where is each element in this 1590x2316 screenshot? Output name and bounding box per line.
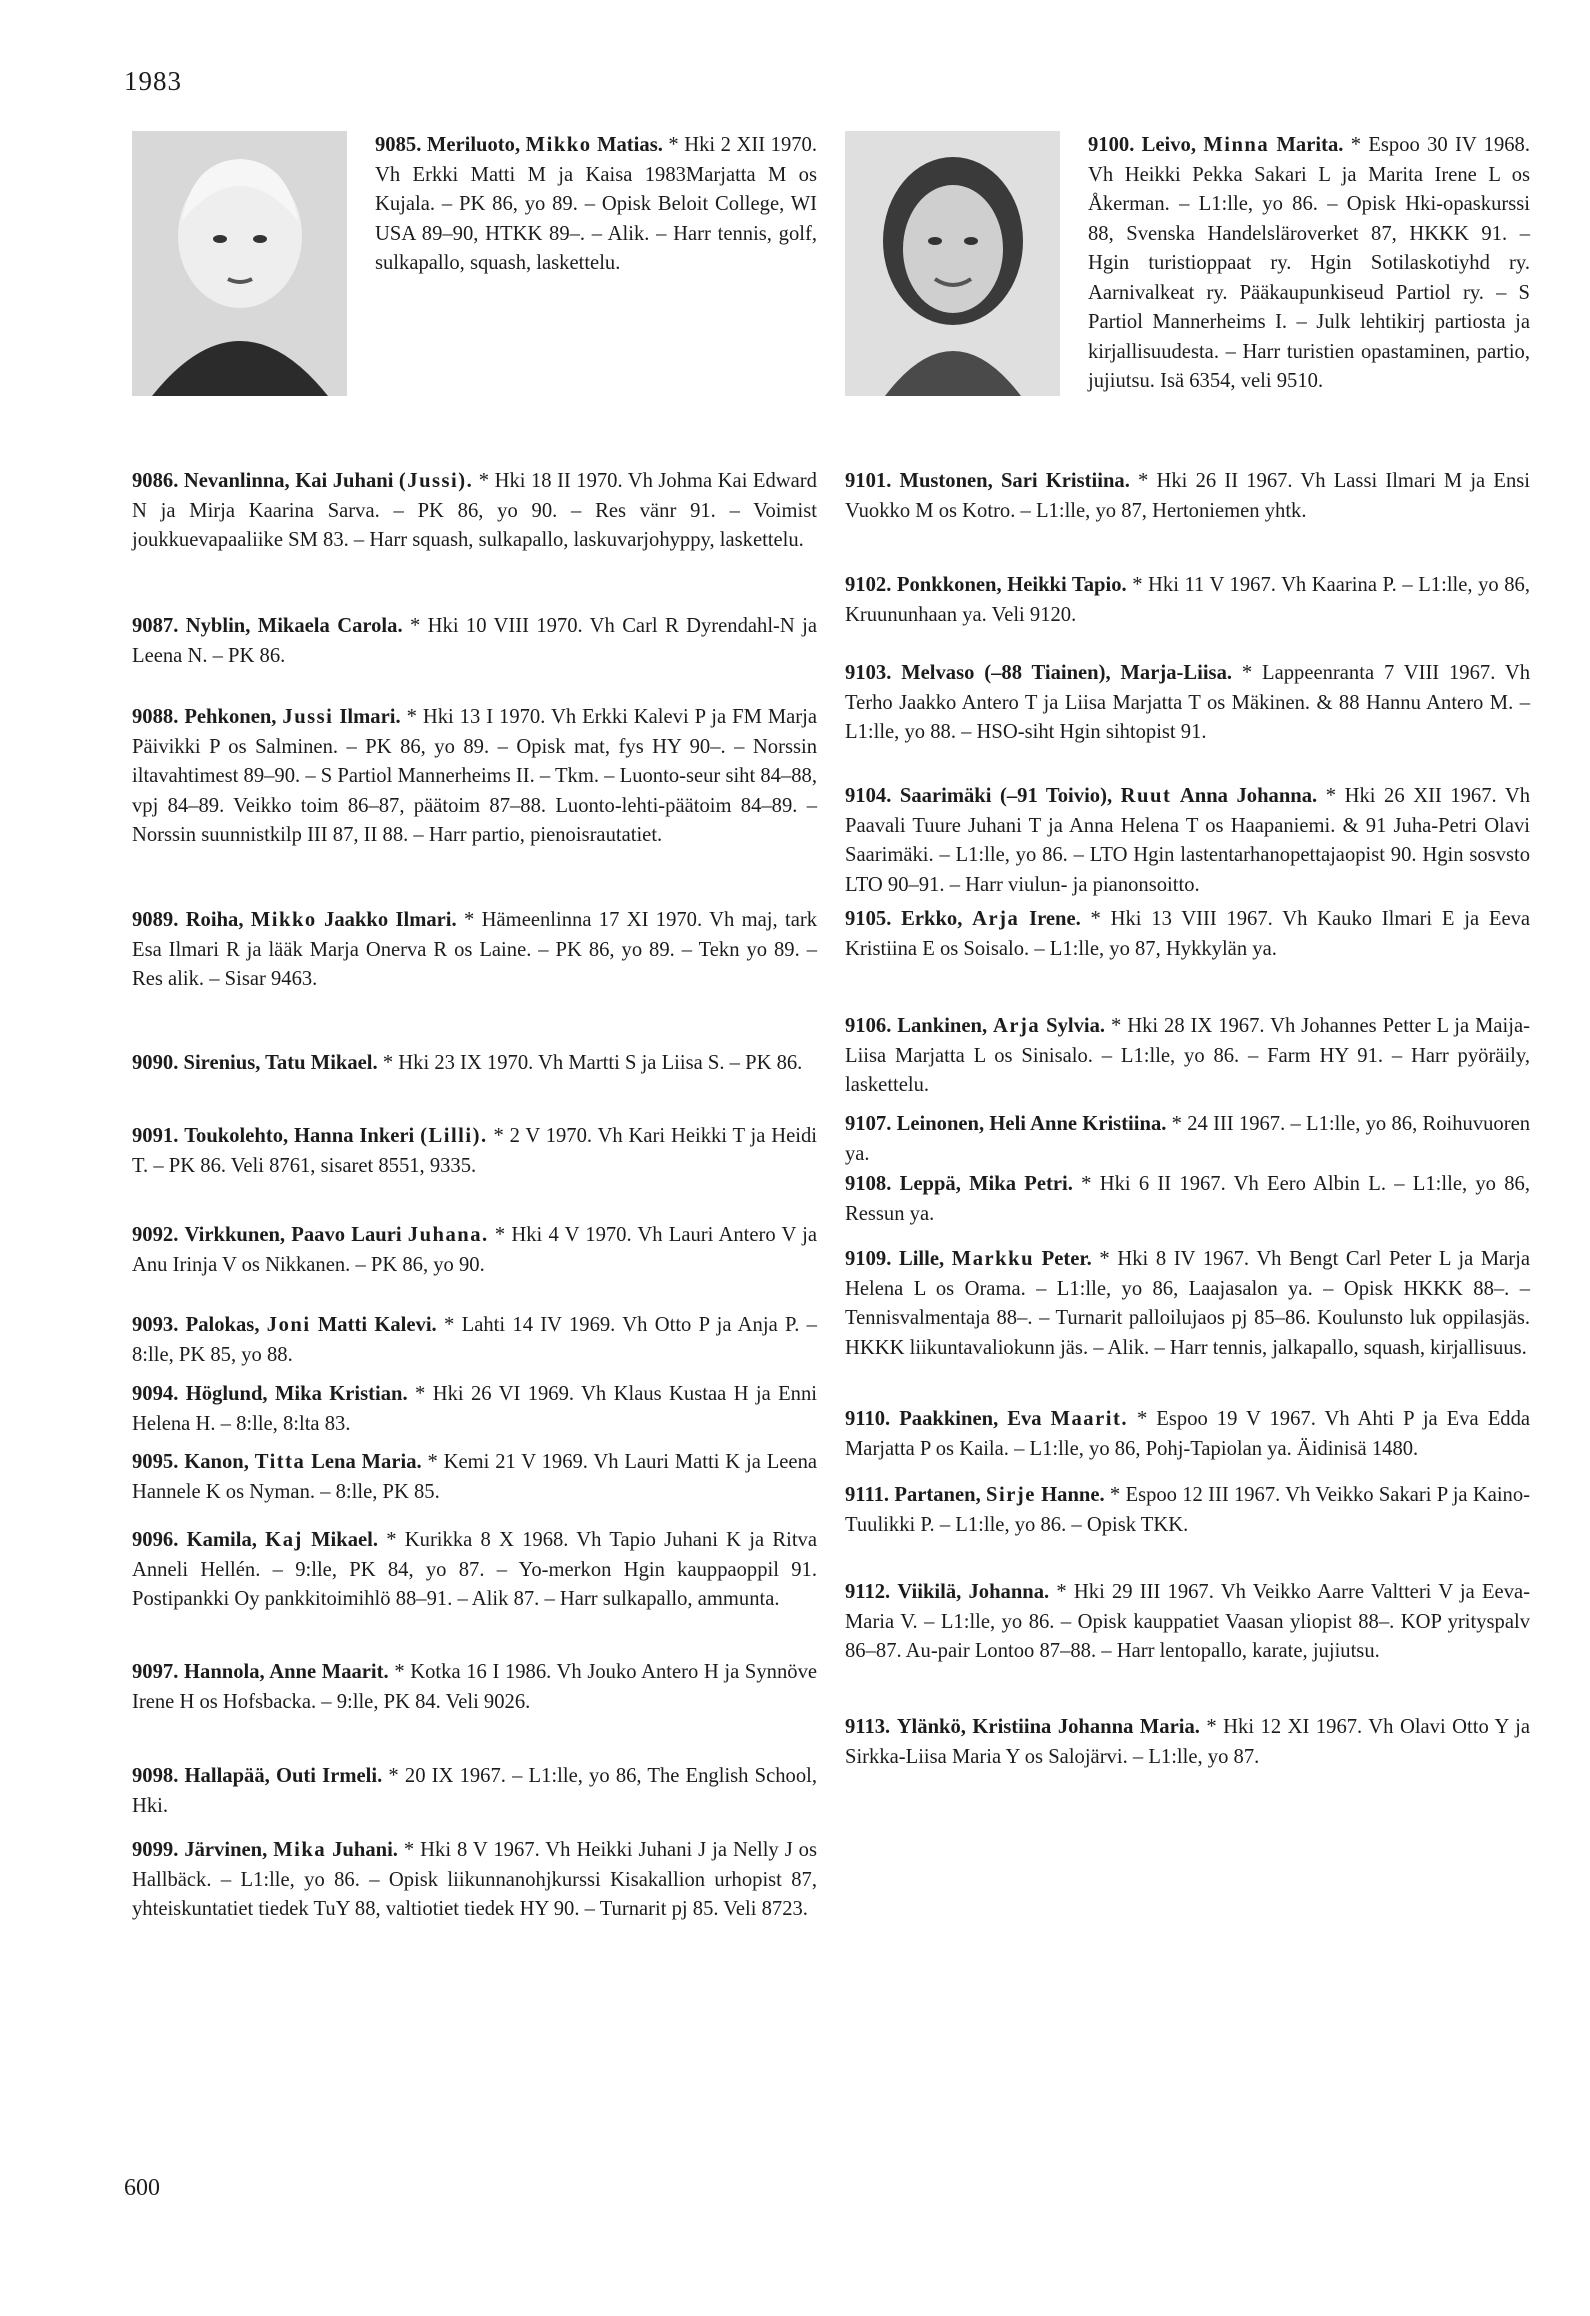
entry-name: Leinonen, Heli Anne Kristiina. [896, 1113, 1167, 1135]
entry-name: Kamila, [186, 1529, 257, 1551]
entry-9085 [132, 131, 817, 402]
entry-number: 9113. [845, 1716, 891, 1738]
entry-name: Paakkinen, Eva [899, 1408, 1042, 1430]
entry-calling-name: (Jussi). [398, 470, 474, 492]
entry-name: Roiha, [185, 909, 244, 931]
entry-calling-name: Markku [951, 1248, 1035, 1270]
entry-number: 9109. [845, 1248, 892, 1270]
entry-9096 [132, 1526, 817, 1615]
entry-details: * Hki 11 V 1967. Vh Kaarina P. – L1:lle, yo 86, Kruununhaan ya. Veli 9120. [845, 574, 1530, 626]
entry-calling-name: Mikko [525, 134, 592, 156]
entry-name: Erkko, [901, 908, 963, 930]
entry-9097 [132, 1658, 817, 1717]
entry-name-rest: Marita. [1276, 134, 1344, 156]
entry-calling-name: Joni [266, 1314, 311, 1336]
entry-details: * Kemi 21 V 1969. Vh Lauri Matti K ja Leena Hannele K os Nyman. – 8:lle, PK 85. [132, 1451, 818, 1503]
entry-number: 9090. [132, 1052, 179, 1074]
portrait-photo [132, 131, 347, 396]
entry-details: * Hki 4 V 1970. Vh Lauri Antero V ja Anu Irinja V os Nikkanen. – PK 86, yo 90. [132, 1224, 818, 1276]
entry-details: * Hämeenlinna 17 XI 1970. Vh maj, tark Esa Ilmari R ja lääk Marja Onerva R os Laine. – PK 86, yo 89. – Tekn yo 89. – Res alik. – Sisar 9463. [132, 909, 817, 990]
entry-9102 [845, 571, 1530, 630]
entry-number: 9097. [132, 1661, 179, 1683]
entry-number: 9102. [845, 574, 892, 596]
entry-number: 9112. [845, 1581, 891, 1603]
entry-details: * Espoo 30 IV 1968. Vh Heikki Pekka Sakari L ja Marita Irene L os Åkerman. – L1:lle, yo 86. – Opisk Hki-opaskurssi 88, Svenska Handelsläroverket 87, HKKK 91. – Hgin turistioppaat ry. Hgin Sotilaskotiyhd ry. Aarnivalkeat ry. Pääkaupunkiseud Partiol ry. – S Partiol Mannerheims I. – Julk lehtikirj partiosta ja kirjallisuudesta. – Harr turistien opastaminen, partio, jujiutsu. Isä 6354, veli 9510. [1088, 134, 1530, 392]
entry-9099 [132, 1836, 817, 1925]
entry-calling-name: Minna [1203, 134, 1270, 156]
entry-number: 9087. [132, 615, 179, 637]
entry-number: 9089. [132, 909, 179, 931]
entry-9105 [845, 905, 1530, 964]
entry-number: 9086. [132, 470, 179, 492]
entry-number: 9091. [132, 1125, 179, 1147]
entry-calling-name: Titta [254, 1451, 306, 1473]
page-year: 1983 [124, 66, 182, 96]
entry-name: Pehkonen, [184, 706, 277, 728]
entry-details: * Hki 2 XII 1970. Vh Erkki Matti M ja Kaisa 1983Marjatta M os Kujala. – PK 86, yo 89. – Opisk Beloit College, WI USA 89–90, HTKK 89–. – Alik. – Harr tennis, golf, sulkapallo, squash, laskettelu. [375, 134, 817, 274]
portrait-photo [845, 131, 1060, 396]
entry-9090 [132, 1049, 817, 1079]
entry-name-rest: Hanne. [1041, 1484, 1105, 1506]
entry-calling-name: (Lilli). [420, 1125, 488, 1147]
entry-9104 [845, 782, 1530, 900]
entry-calling-name: Mikko [250, 909, 317, 931]
entry-details: * Kurikka 8 X 1968. Vh Tapio Juhani K ja Ritva Anneli Hellén. – 9:lle, PK 84, yo 87. – Yo-merkon Hgin kauppaoppil 91. Postipankki Oy pankkitoimihlö 88–91. – Alik 87. – Harr sulkapallo, ammunta. [132, 1529, 817, 1610]
entry-details: * Hki 10 VIII 1970. Vh Carl R Dyrendahl-N ja Leena N. – PK 86. [132, 615, 818, 667]
entry-name: Hallapää, Outi Irmeli. [184, 1765, 383, 1787]
entry-number: 9088. [132, 706, 179, 728]
entry-calling-name: Maarit. [1050, 1408, 1128, 1430]
entry-number: 9100. [1088, 134, 1135, 156]
entry-details: * Hki 26 II 1967. Vh Lassi Ilmari M ja Ensi Vuokko M os Kotro. – L1:lle, yo 87, Hertoniemen yhtk. [845, 470, 1530, 522]
entry-name: Leivo, [1141, 134, 1196, 156]
entry-details: * Hki 23 IX 1970. Vh Martti S ja Liisa S. – PK 86. [382, 1052, 803, 1074]
entry-number: 9094. [132, 1383, 179, 1405]
entry-9112 [845, 1578, 1530, 1667]
entry-9093 [132, 1311, 817, 1370]
entry-name: Meriluoto, [426, 134, 521, 156]
entry-name-rest: Sylvia. [1046, 1015, 1106, 1037]
entry-calling-name: Arja [972, 908, 1020, 930]
entry-details: * Lahti 14 IV 1969. Vh Otto P ja Anja P. – 8:lle, PK 85, yo 88. [132, 1314, 817, 1366]
entry-calling-name: Sirje [986, 1484, 1036, 1506]
entry-9109 [845, 1245, 1530, 1363]
page-number: 600 [124, 2175, 160, 2201]
entry-number: 9092. [132, 1224, 179, 1246]
entry-number: 9095. [132, 1451, 179, 1473]
entry-name: Nyblin, Mikaela Carola. [185, 615, 403, 637]
entry-name: Lankinen, [897, 1015, 988, 1037]
entry-calling-name: Juhana. [407, 1224, 489, 1246]
entry-9094 [132, 1380, 817, 1439]
entry-name-rest: Lena Maria. [311, 1451, 422, 1473]
entry-9101 [845, 467, 1530, 526]
entry-name: Hannola, Anne Maarit. [184, 1661, 389, 1683]
entry-name-rest: Peter. [1041, 1248, 1092, 1270]
entry-name: Sirenius, Tatu Mikael. [183, 1052, 378, 1074]
entry-9100 [845, 131, 1530, 402]
entry-name-rest: Mikael. [311, 1529, 379, 1551]
entry-name: Palokas, [185, 1314, 260, 1336]
entry-9088 [132, 703, 817, 851]
entry-details: * 20 IX 1967. – L1:lle, yo 86, The English School, Hki. [132, 1765, 818, 1817]
entry-number: 9093. [132, 1314, 179, 1336]
entry-details: * Lappeenranta 7 VIII 1967. Vh Terho Jaakko Antero T ja Liisa Marjatta T os Mäkinen. & 88 Hannu Antero M. – L1:lle, yo 88. – HSO-siht Hgin sihtopist 91. [845, 662, 1530, 743]
entry-name: Virkkunen, Paavo Lauri [184, 1224, 402, 1246]
entry-9087 [132, 612, 817, 671]
entry-name: Kanon, [184, 1451, 249, 1473]
entry-9113 [845, 1713, 1530, 1772]
entry-details: * Hki 13 VIII 1967. Vh Kauko Ilmari E ja Eeva Kristiina E os Soisalo. – L1:lle, yo 87, Hykkylän ya. [845, 908, 1531, 960]
entry-name: Saarimäki (–91 Toivio), [899, 785, 1113, 807]
entry-details: * Hki 29 III 1967. Vh Veikko Aarre Valtteri V ja Eeva-Maria V. – L1:lle, yo 86. – Opisk kauppatiet Vaasan yliopist 88–. KOP yrityspalv 86–87. Au-pair Lontoo 87–88. – Harr lentopallo, karate, jujiutsu. [845, 1581, 1530, 1662]
entry-9089 [132, 906, 817, 995]
entry-number: 9110. [845, 1408, 891, 1430]
entry-9107 [845, 1110, 1530, 1169]
entry-name: Viikilä, Johanna. [897, 1581, 1050, 1603]
entry-number: 9108. [845, 1173, 892, 1195]
entry-9110 [845, 1405, 1530, 1464]
entry-name-rest: Irene. [1029, 908, 1081, 930]
entry-number: 9085. [375, 134, 422, 156]
entry-9098 [132, 1762, 817, 1821]
entry-name-rest: Jaakko Ilmari. [324, 909, 457, 931]
entry-details: * Hki 8 V 1967. Vh Heikki Juhani J ja Nelly J os Hallbäck. – L1:lle, yo 86. – Opisk liikunnanohjkurssi Kisakallion urhopist 87, yhteiskuntatiet tiedek TuY 88, valtiotiet tiedek HY 90. – Turnarit pj 85. Veli 8723. [132, 1839, 817, 1920]
entry-number: 9111. [845, 1484, 890, 1506]
entry-number: 9103. [845, 662, 892, 684]
entry-details: * 2 V 1970. Vh Kari Heikki T ja Heidi T. – PK 86. Veli 8761, sisaret 8551, 9335. [132, 1125, 817, 1177]
entry-name: Leppä, Mika Petri. [899, 1173, 1073, 1195]
entry-details: * Hki 8 IV 1967. Vh Bengt Carl Peter L ja Marja Helena L os Orama. – L1:lle, yo 86, Laajasalon ya. – Opisk HKKK 88–. – Tennisvalmentaja 88–. – Turnarit palloilujaos pj 85–86. Koulunsto luk oppilasjäs. HKKK liikuntavaliokunn jäs. – Alik. – Harr tennis, jalkapallo, squash, kirjallisuus. [845, 1248, 1530, 1359]
entry-calling-name: Kaj [265, 1529, 303, 1551]
entry-details: * Hki 28 IX 1967. Vh Johannes Petter L ja Maija-Liisa Marjatta L os Sinisalo. – L1:lle, yo 86. – Farm HY 91. – Harr pyöräily, laskettelu. [845, 1015, 1530, 1096]
entry-9103 [845, 659, 1530, 748]
entry-9095 [132, 1448, 817, 1507]
entry-9086 [132, 467, 817, 556]
entry-name-rest: Ilmari. [339, 706, 401, 728]
entry-number: 9105. [845, 908, 892, 930]
entry-number: 9101. [845, 470, 892, 492]
entry-details: * Hki 26 XII 1967. Vh Paavali Tuure Juhani T ja Anna Helena T os Haapaniemi. & 91 Juha-Petri Olavi Saarimäki. – L1:lle, yo 86. – LTO Hgin lastentarhanopettajaopist 90. Hgin sosvsto LTO 90–91. – Harr viulun- ja pianonsoitto. [845, 785, 1531, 896]
entry-9091 [132, 1122, 817, 1181]
entry-calling-name: Mika [273, 1839, 327, 1861]
entry-name: Ylänkö, Kristiina Johanna Maria. [896, 1716, 1200, 1738]
entry-name: Höglund, Mika Kristian. [185, 1383, 408, 1405]
entry-name: Lille, [898, 1248, 945, 1270]
entry-9092 [132, 1221, 817, 1280]
entry-number: 9106. [845, 1015, 892, 1037]
entry-details: * Espoo 12 III 1967. Vh Veikko Sakari P ja Kaino-Tuulikki P. – L1:lle, yo 86. – Opisk TKK. [845, 1484, 1531, 1536]
entry-calling-name: Ruut [1120, 785, 1172, 807]
entry-number: 9098. [132, 1765, 179, 1787]
entry-number: 9107. [845, 1113, 892, 1135]
entry-name: Nevanlinna, Kai Juhani [183, 470, 394, 492]
entry-details: * Hki 26 VI 1969. Vh Klaus Kustaa H ja Enni Helena H. – 8:lle, 8:lta 83. [132, 1383, 818, 1435]
entry-name: Järvinen, [184, 1839, 268, 1861]
entry-name: Toukolehto, Hanna Inkeri [184, 1125, 415, 1147]
entry-number: 9099. [132, 1839, 179, 1861]
entry-details: * Kotka 16 I 1986. Vh Jouko Antero H ja Synnöve Irene H os Hofsbacka. – 9:lle, PK 84. Veli 9026. [132, 1661, 818, 1713]
entry-number: 9096. [132, 1529, 179, 1551]
entry-details: * 24 III 1967. – L1:lle, yo 86, Roihuvuoren ya. [845, 1113, 1531, 1165]
entry-name-rest: Juhani. [332, 1839, 398, 1861]
entry-details: * Hki 13 I 1970. Vh Erkki Kalevi P ja FM Marja Päivikki P os Salminen. – PK 86, yo 89. – Opisk mat, fys HY 90–. – Norssin iltavahtimest 89–90. – S Partiol Mannerheims II. – Tkm. – Luonto-seur siht 84–88, vpj 84–89. Veikko toim 86–87, päätoim 87–88. Luonto-lehti-päätoim 84–89. – Norssin suunnistkilp III 87, II 88. – Harr partio, pienoisrautatiet. [132, 706, 818, 846]
entry-name: Mustonen, Sari Kristiina. [899, 470, 1130, 492]
entry-name: Melvaso (–88 Tiainen), Marja-Liisa. [901, 662, 1233, 684]
entry-name-rest: Matti Kalevi. [317, 1314, 437, 1336]
entry-9108 [845, 1170, 1530, 1229]
entry-calling-name: Jussi [282, 706, 334, 728]
entry-name: Ponkkonen, Heikki Tapio. [896, 574, 1127, 596]
entry-name-rest: Anna Johanna. [1179, 785, 1318, 807]
entry-details: * Espoo 19 V 1967. Vh Ahti P ja Eva Edda Marjatta P os Kaila. – L1:lle, yo 86, Pohj-Tapiolan ya. Äidinisä 1480. [845, 1408, 1531, 1460]
entry-details: * Hki 12 XI 1967. Vh Olavi Otto Y ja Sirkka-Liisa Maria Y os Salojärvi. – L1:lle, yo 87. [845, 1716, 1530, 1768]
entry-name-rest: Matias. [597, 134, 663, 156]
entry-9106 [845, 1012, 1530, 1101]
entry-calling-name: Arja [993, 1015, 1041, 1037]
entry-name: Partanen, [894, 1484, 981, 1506]
entry-details: * Hki 6 II 1967. Vh Eero Albin L. – L1:lle, yo 86, Ressun ya. [845, 1173, 1530, 1225]
entry-number: 9104. [845, 785, 892, 807]
entry-9111 [845, 1481, 1530, 1540]
entry-details: * Hki 18 II 1970. Vh Johma Kai Edward N ja Mirja Kaarina Sarva. – PK 86, yo 90. – Res vänr 91. – Voimist joukkuevapaaliike SM 83. – Harr squash, sulkapallo, laskuvarjohyppy, laskettelu. [132, 470, 817, 551]
